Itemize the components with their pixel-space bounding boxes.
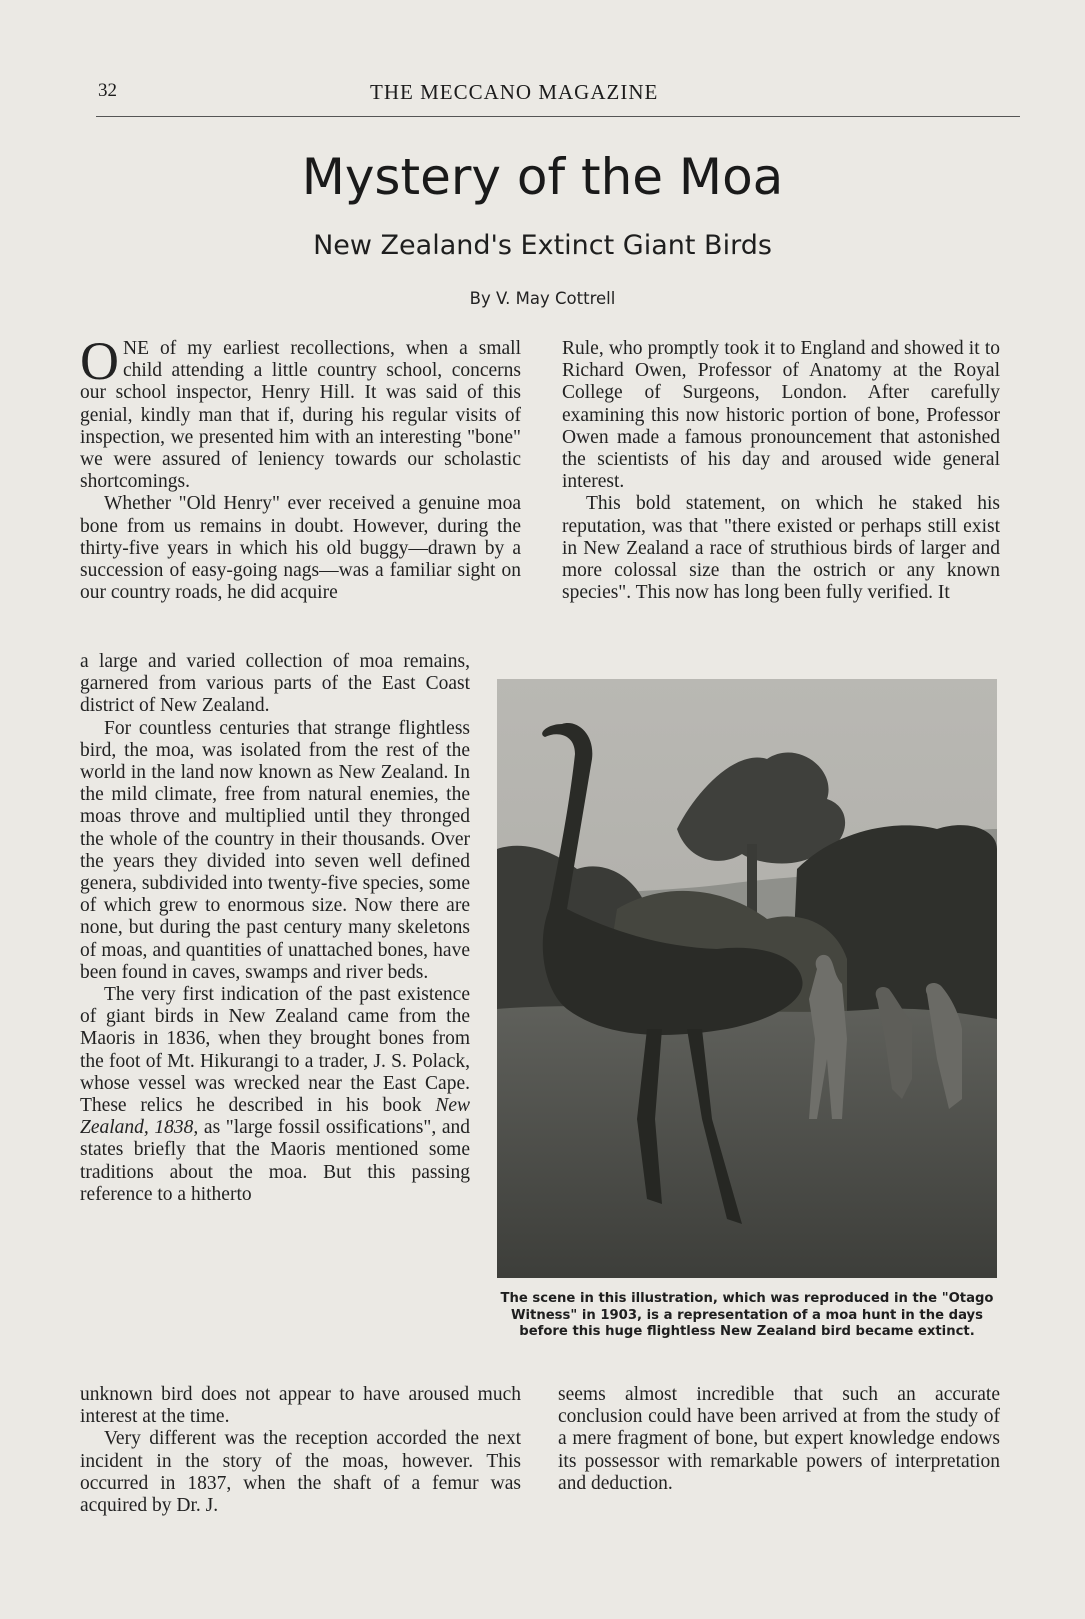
article-title: Mystery of the Moa xyxy=(301,148,784,206)
book-title: New Zealand, 1838, xyxy=(80,1095,470,1139)
paragraph: Very different was the reception accorded the next incident in the story of the moas, however. This occurred in 1837, when the shaft of a femur was acquired by Dr. J. xyxy=(80,1428,521,1517)
narrow-column xyxy=(80,651,470,1206)
photo-caption: The scene in this illustration, which was reproduced in the "Otago Witness" in 1903, is a representation of a moa hunt in the days before this huge flightless New Zealand bird became extinct. xyxy=(500,1291,994,1339)
page-number: 32 xyxy=(98,80,117,101)
paragraph: For countless centuries that strange flightless bird, the moa, was isolated from the rest of the world in the land now known as New Zealand. In the mild climate, free from natural enemies, the moas throve and multiplied until they thronged the whole of the country in their thousands. Over the years they divided into seven well defined genera, subdivided into twenty-five species, some of which grew to enormous size. Now there are none, but during the past century many skeletons of moas, and quantities of unattached bones, have been found in caves, swamps and river beds. xyxy=(80,717,470,983)
running-head: THE MECCANO MAGAZINE xyxy=(370,80,659,104)
bottom-left-column xyxy=(80,1384,521,1517)
moa-hunt-photo xyxy=(497,679,997,1278)
byline: By V. May Cottrell xyxy=(469,289,616,308)
paragraph: a large and varied collection of moa remains, garnered from various parts of the East Coast district of New Zealand. xyxy=(80,651,470,717)
drop-cap: O xyxy=(80,331,119,391)
paragraph: unknown bird does not appear to have aroused much interest at the time. xyxy=(80,1384,521,1428)
left-column xyxy=(80,331,521,604)
right-column xyxy=(562,338,1000,604)
header-rule xyxy=(96,116,1020,117)
paragraph: seems almost incredible that such an accurate conclusion could have been arrived at from the study of a mere fragment of bone, but expert knowledge endows its possessor with remarkable powers of interpretation and deduction. xyxy=(558,1384,1000,1494)
paragraph: This bold statement, on which he staked his reputation, was that "there existed or perhaps still exist in New Zealand a race of struthious birds of larger and more colossal size than the ostrich or any known species". This now has long been fully verified. It xyxy=(562,493,1000,604)
paragraph: ONE of my earliest recollections, when a small child attending a little country school, concerns our school inspector, Henry Hill. It was said of this genial, kindly man that if, during his regular visits of inspection, we presented him with an interesting "bone" we were assured of leniency towards our scholastic shortcomings. xyxy=(80,331,521,493)
bottom-right-column xyxy=(558,1384,1000,1495)
paragraph: Rule, who promptly took it to England and showed it to Richard Owen, Professor of Anatomy at the Royal College of Surgeons, London. After carefully examining this now historic portion of bone, Professor Owen made a famous pronouncement that astonished the scientists of his day and aroused wide general interest. xyxy=(562,338,1000,493)
paragraph: The very first indication of the past existence of giant birds in New Zealand came from the Maoris in 1836, when they brought bones from the foot of Mt. Hikurangi to a trader, J. S. Polack, whose vessel was wrecked near the East Cape. These relics he described in his book New Zealand, 1838, as "large fossil ossifications", and states briefly that the Maoris mentioned some traditions about the moa. But this passing reference to a hitherto xyxy=(80,984,470,1205)
article-subtitle: New Zealand's Extinct Giant Birds xyxy=(313,230,772,261)
paragraph: Whether "Old Henry" ever received a genuine moa bone from us remains in doubt. However, during the thirty-five years in which his old buggy—drawn by a succession of easy-going nags—was a familiar sight on our country roads, he did acquire xyxy=(80,493,521,604)
